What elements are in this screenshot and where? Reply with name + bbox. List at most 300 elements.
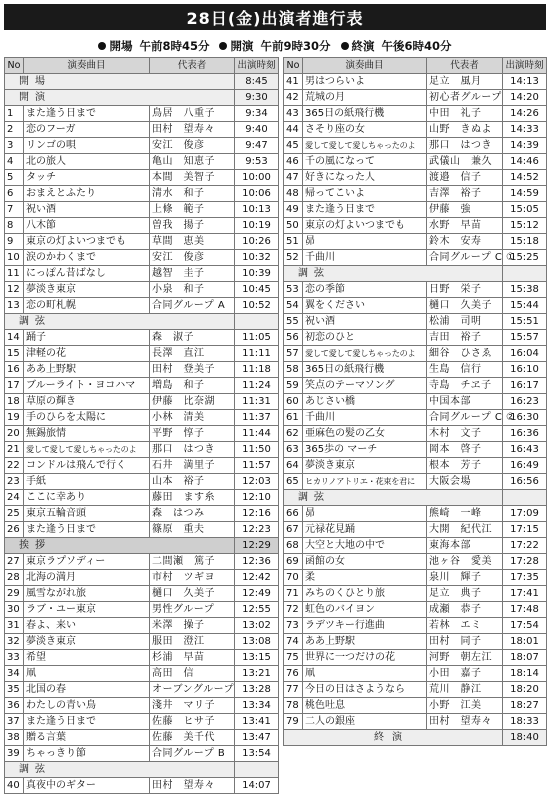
table-row: [284, 570, 547, 586]
performer-name: 服田 澄江: [150, 634, 235, 650]
section-label: 調弦: [5, 762, 235, 778]
table-row: [5, 346, 279, 362]
song-title: 東京ラプソディー: [24, 554, 150, 570]
song-title: ここに幸あり: [24, 490, 150, 506]
performer-name: 小田 嘉子: [427, 666, 503, 682]
song-title: リンゴの唄: [24, 138, 150, 154]
table-row: [5, 522, 279, 538]
song-title: 昴: [303, 234, 427, 250]
row-number: 73: [284, 618, 303, 634]
table-row: [284, 282, 547, 298]
performance-time: 16:23: [503, 394, 547, 410]
performance-time: 16:10: [503, 362, 547, 378]
song-title: 365日の紙飛行機: [303, 106, 427, 122]
performance-time: 10:32: [235, 250, 279, 266]
schedule-time: 午前8時45分: [139, 39, 210, 53]
schedule-info: [4, 38, 546, 54]
performance-time: 12:36: [235, 554, 279, 570]
performance-time: 15:05: [503, 202, 547, 218]
song-title: 春よ、来い: [24, 618, 150, 634]
table-row: [284, 250, 547, 266]
performer-name: 山本 裕子: [150, 474, 235, 490]
song-title: また逢う日まで: [24, 106, 150, 122]
performer-name: 杉浦 早苗: [150, 650, 235, 666]
row-number: 69: [284, 554, 303, 570]
row-number: 17: [5, 378, 24, 394]
performance-time: 17:15: [503, 522, 547, 538]
performance-time: 10:13: [235, 202, 279, 218]
song-title: 亜麻色の髪の乙女: [303, 426, 427, 442]
table-row: [284, 90, 547, 106]
row-number: 31: [5, 618, 24, 634]
row-number: 1: [5, 106, 24, 122]
performer-name: 田村 望寿々: [150, 122, 235, 138]
performance-time: 10:00: [235, 170, 279, 186]
performance-time: 16:56: [503, 474, 547, 490]
row-number: 44: [284, 122, 303, 138]
row-number: 6: [5, 186, 24, 202]
performance-time: 17:41: [503, 586, 547, 602]
performance-time: 18:33: [503, 714, 547, 730]
song-title: 千曲川: [303, 410, 427, 426]
section-row: [284, 266, 547, 282]
table-row: [5, 330, 279, 346]
performer-name: 草間 恵美: [150, 234, 235, 250]
table-row: [284, 186, 547, 202]
song-title: 無錫旅情: [24, 426, 150, 442]
table-row: [5, 506, 279, 522]
row-number: 7: [5, 202, 24, 218]
song-title: ちゃっきり節: [24, 746, 150, 762]
song-title: あじさい橋: [303, 394, 427, 410]
schedule-time: 午後6時40分: [381, 39, 452, 53]
performance-time: 18:07: [503, 650, 547, 666]
rows-left: [5, 74, 279, 794]
performance-time: 12:23: [235, 522, 279, 538]
performance-time: 17:09: [503, 506, 547, 522]
table-row: [5, 122, 279, 138]
table-row: [284, 122, 547, 138]
performer-name: 細谷 ひさゑ: [427, 346, 503, 362]
section-row: [284, 490, 547, 506]
performer-name: 高田 信: [150, 666, 235, 682]
song-title: 愛して愛して愛しちゃったのよ: [303, 138, 427, 154]
performer-name: 長澤 直江: [150, 346, 235, 362]
row-number: 77: [284, 682, 303, 698]
section-label: 開場: [5, 74, 235, 90]
performance-time: 18:01: [503, 634, 547, 650]
row-number: 15: [5, 346, 24, 362]
song-title: 今日の日はさようなら: [303, 682, 427, 698]
song-title: 夢淡き東京: [303, 458, 427, 474]
table-row: [284, 314, 547, 330]
performance-time: 11:11: [235, 346, 279, 362]
song-title: 大空と大地の中で: [303, 538, 427, 554]
row-number: 49: [284, 202, 303, 218]
song-title: 365歩の マーチ: [303, 442, 427, 458]
performer-name: 曽我 揚子: [150, 218, 235, 234]
table-row: [5, 106, 279, 122]
performer-name: 樋口 久美子: [427, 298, 503, 314]
row-number: 76: [284, 666, 303, 682]
section-time: [235, 762, 279, 778]
performance-time: 13:21: [235, 666, 279, 682]
performance-time: 9:47: [235, 138, 279, 154]
schedule-label: 開演: [230, 39, 254, 53]
row-number: 42: [284, 90, 303, 106]
performance-time: 14:46: [503, 154, 547, 170]
schedule-time: 午前9時30分: [260, 39, 331, 53]
performance-time: 18:27: [503, 698, 547, 714]
section-time: [503, 266, 547, 282]
schedule-start: [219, 38, 330, 54]
row-number: 5: [5, 170, 24, 186]
performance-time: 11:57: [235, 458, 279, 474]
performer-name: 安江 俊彦: [150, 250, 235, 266]
rows-right: [284, 74, 547, 746]
row-number: 71: [284, 586, 303, 602]
song-title: また逢う日まで: [24, 522, 150, 538]
song-title: 草原の輝き: [24, 394, 150, 410]
table-row: [5, 666, 279, 682]
table-row: [284, 410, 547, 426]
table-row: [5, 426, 279, 442]
header-song: 演奏曲目: [24, 58, 150, 74]
song-title: 世界に一つだけの花: [303, 650, 427, 666]
bullet-icon: [98, 42, 106, 50]
song-title: 風雪ながれ旅: [24, 586, 150, 602]
table-row: [5, 650, 279, 666]
performance-time: 17:48: [503, 602, 547, 618]
song-title: ラブ・ユー東京: [24, 602, 150, 618]
table-row: [284, 602, 547, 618]
row-number: 41: [284, 74, 303, 90]
song-title: 祝い酒: [24, 202, 150, 218]
row-number: 75: [284, 650, 303, 666]
row-number: 79: [284, 714, 303, 730]
performer-name: 森 淑子: [150, 330, 235, 346]
song-title: 八木節: [24, 218, 150, 234]
performer-name: 伊藤 比奈湖: [150, 394, 235, 410]
song-title: ヒカリノアトリエ・花束を君に: [303, 474, 427, 490]
row-number: 64: [284, 458, 303, 474]
performance-time: 16:17: [503, 378, 547, 394]
header-time: 出演時刻: [503, 58, 547, 74]
song-title: みちのくひとり旅: [303, 586, 427, 602]
row-number: 8: [5, 218, 24, 234]
song-title: 千曲川: [303, 250, 427, 266]
table-row: [5, 234, 279, 250]
performer-name: 小林 清美: [150, 410, 235, 426]
performer-name: 山野 きぬよ: [427, 122, 503, 138]
performance-time: 11:37: [235, 410, 279, 426]
table-row: [284, 538, 547, 554]
table-row: [284, 426, 547, 442]
table-row: [284, 458, 547, 474]
performance-time: 13:08: [235, 634, 279, 650]
row-number: 37: [5, 714, 24, 730]
performance-time: 15:57: [503, 330, 547, 346]
song-title: 男はつらいよ: [303, 74, 427, 90]
row-number: 25: [5, 506, 24, 522]
row-number: 3: [5, 138, 24, 154]
performance-time: 10:52: [235, 298, 279, 314]
performer-name: 河野 朝左江: [427, 650, 503, 666]
table-row: [5, 458, 279, 474]
performer-name: 小野 江美: [427, 698, 503, 714]
table-row: [284, 682, 547, 698]
row-number: 57: [284, 346, 303, 362]
performer-name: 田村 望寿々: [150, 778, 235, 794]
table-row: [284, 618, 547, 634]
performer-name: 吉澤 裕子: [427, 186, 503, 202]
song-title: 凧: [24, 666, 150, 682]
song-title: ブルーライト・ヨコハマ: [24, 378, 150, 394]
table-row: [5, 554, 279, 570]
performer-name: 樋口 久美子: [150, 586, 235, 602]
performer-name: 泉川 輝子: [427, 570, 503, 586]
section-row: [5, 314, 279, 330]
row-number: 24: [5, 490, 24, 506]
song-title: 翼をください: [303, 298, 427, 314]
song-title: 柔: [303, 570, 427, 586]
program-table-right: [283, 57, 547, 746]
row-number: 53: [284, 282, 303, 298]
row-number: 36: [5, 698, 24, 714]
song-title: 桃色吐息: [303, 698, 427, 714]
performance-time: 11:50: [235, 442, 279, 458]
song-title: 津軽の花: [24, 346, 150, 362]
performer-name: 木村 文子: [427, 426, 503, 442]
song-title: 荒城の月: [303, 90, 427, 106]
table-row: [5, 618, 279, 634]
table-row: [5, 282, 279, 298]
performer-name: 日野 栄子: [427, 282, 503, 298]
song-title: 贈る言葉: [24, 730, 150, 746]
performer-name: 若林 エミ: [427, 618, 503, 634]
row-number: 29: [5, 586, 24, 602]
song-title: 祝い酒: [303, 314, 427, 330]
performer-name: 平野 惇子: [150, 426, 235, 442]
table-row: [5, 410, 279, 426]
row-number: 18: [5, 394, 24, 410]
performance-time: 14:26: [503, 106, 547, 122]
performer-name: 中国本部: [427, 394, 503, 410]
performance-time: 12:16: [235, 506, 279, 522]
section-time: 12:29: [235, 538, 279, 554]
performance-time: 11:44: [235, 426, 279, 442]
row-number: 33: [5, 650, 24, 666]
performer-name: 佐藤 ヒサ子: [150, 714, 235, 730]
section-label: 終演: [284, 730, 503, 746]
performance-time: 14:33: [503, 122, 547, 138]
song-title: 函館の女: [303, 554, 427, 570]
row-number: 30: [5, 602, 24, 618]
table-row: [284, 650, 547, 666]
song-title: 恋のフーガ: [24, 122, 150, 138]
row-number: 40: [5, 778, 24, 794]
row-number: 43: [284, 106, 303, 122]
row-number: 23: [5, 474, 24, 490]
performance-time: 17:22: [503, 538, 547, 554]
song-title: 北の旅人: [24, 154, 150, 170]
row-number: 11: [5, 266, 24, 282]
song-title: また逢う日まで: [303, 202, 427, 218]
performer-name: 熊崎 一峰: [427, 506, 503, 522]
section-label: 調弦: [284, 266, 503, 282]
section-time: 9:30: [235, 90, 279, 106]
row-number: 48: [284, 186, 303, 202]
program-table-left: [4, 57, 279, 794]
performance-time: 16:49: [503, 458, 547, 474]
section-row: [5, 90, 279, 106]
row-number: 59: [284, 378, 303, 394]
row-number: 74: [284, 634, 303, 650]
performer-name: 本間 美智子: [150, 170, 235, 186]
row-number: 61: [284, 410, 303, 426]
performance-time: 10:19: [235, 218, 279, 234]
performance-time: 17:28: [503, 554, 547, 570]
performance-time: 12:42: [235, 570, 279, 586]
table-row: [284, 394, 547, 410]
performer-name: 生島 信行: [427, 362, 503, 378]
performance-time: 9:40: [235, 122, 279, 138]
performer-name: 渡邉 信子: [427, 170, 503, 186]
row-number: 4: [5, 154, 24, 170]
performer-name: 吉田 裕子: [427, 330, 503, 346]
table-row: [5, 394, 279, 410]
schedule-label: 終演: [351, 39, 375, 53]
table-row: [284, 330, 547, 346]
performer-name: 米澤 操子: [150, 618, 235, 634]
row-number: 62: [284, 426, 303, 442]
song-title: 夢淡き東京: [24, 634, 150, 650]
performer-name: 初心者グループ: [427, 90, 503, 106]
song-title: 元禄花見踊: [303, 522, 427, 538]
row-number: 26: [5, 522, 24, 538]
song-title: コンドルは飛んで行く: [24, 458, 150, 474]
performance-time: 15:18: [503, 234, 547, 250]
song-title: 二人の銀座: [303, 714, 427, 730]
row-number: 46: [284, 154, 303, 170]
table-row: [284, 554, 547, 570]
row-number: 56: [284, 330, 303, 346]
song-title: 真夜中のギター: [24, 778, 150, 794]
row-number: 34: [5, 666, 24, 682]
performer-name: 合同グループ B: [150, 746, 235, 762]
performer-name: 増島 和子: [150, 378, 235, 394]
table-row: [5, 218, 279, 234]
performer-name: 足立 典子: [427, 586, 503, 602]
song-title: ああ上野駅: [303, 634, 427, 650]
performer-name: 合同グループ C ①: [427, 250, 503, 266]
row-number: 67: [284, 522, 303, 538]
section-label: 開演: [5, 90, 235, 106]
section-row: [5, 538, 279, 554]
performance-time: 16:04: [503, 346, 547, 362]
performer-name: 荒川 静江: [427, 682, 503, 698]
performance-time: 14:07: [235, 778, 279, 794]
performance-time: 18:20: [503, 682, 547, 698]
section-row: [5, 74, 279, 90]
table-row: [5, 586, 279, 602]
performer-name: 大阪会場: [427, 474, 503, 490]
schedule-end: [341, 38, 452, 54]
section-row: [284, 730, 547, 746]
performer-name: 成瀬 恭子: [427, 602, 503, 618]
row-number: 50: [284, 218, 303, 234]
section-time: 18:40: [503, 730, 547, 746]
section-time: [235, 314, 279, 330]
table-row: [5, 378, 279, 394]
performance-time: 15:25: [503, 250, 547, 266]
performance-time: 9:34: [235, 106, 279, 122]
performance-time: 14:20: [503, 90, 547, 106]
section-label: 調弦: [284, 490, 503, 506]
header-song: 演奏曲目: [303, 58, 427, 74]
performance-time: 17:35: [503, 570, 547, 586]
performer-name: 寺島 チヱ子: [427, 378, 503, 394]
song-title: 好きになった人: [303, 170, 427, 186]
performer-name: オーブングループ: [150, 682, 235, 698]
row-number: 63: [284, 442, 303, 458]
song-title: 踊子: [24, 330, 150, 346]
table-row: [5, 170, 279, 186]
performer-name: 那口 はつき: [427, 138, 503, 154]
table-row: [5, 154, 279, 170]
performance-time: 17:54: [503, 618, 547, 634]
performance-time: 14:52: [503, 170, 547, 186]
performer-name: 鳥居 八重子: [150, 106, 235, 122]
row-number: 12: [5, 282, 24, 298]
row-number: 70: [284, 570, 303, 586]
row-number: 51: [284, 234, 303, 250]
performer-name: 藤田 ます糸: [150, 490, 235, 506]
section-label: 調弦: [5, 314, 235, 330]
song-title: 北国の春: [24, 682, 150, 698]
row-number: 54: [284, 298, 303, 314]
song-title: 千の風になって: [303, 154, 427, 170]
song-title: 虹色のバイヨン: [303, 602, 427, 618]
table-row: [5, 634, 279, 650]
performer-name: 合同グループ A: [150, 298, 235, 314]
performer-name: 中田 礼子: [427, 106, 503, 122]
performer-name: 池ヶ谷 愛美: [427, 554, 503, 570]
performance-time: 13:54: [235, 746, 279, 762]
performance-time: 16:30: [503, 410, 547, 426]
song-title: 東京の灯よいつまでも: [24, 234, 150, 250]
performance-time: 14:39: [503, 138, 547, 154]
performer-name: 武儀山 兼久: [427, 154, 503, 170]
song-title: 凧: [303, 666, 427, 682]
performance-time: 13:28: [235, 682, 279, 698]
table-row: [284, 634, 547, 650]
performer-name: 田村 登美子: [150, 362, 235, 378]
performance-time: 13:34: [235, 698, 279, 714]
song-title: さそり座の女: [303, 122, 427, 138]
table-row: [5, 202, 279, 218]
table-row: [284, 506, 547, 522]
performance-time: 11:24: [235, 378, 279, 394]
table-row: [5, 474, 279, 490]
table-row: [284, 218, 547, 234]
song-title: 手紙: [24, 474, 150, 490]
row-number: 58: [284, 362, 303, 378]
song-title: 365日の紙飛行機: [303, 362, 427, 378]
performer-name: 亀山 知恵子: [150, 154, 235, 170]
performer-name: 市村 ツギヨ: [150, 570, 235, 586]
header-time: 出演時刻: [235, 58, 279, 74]
